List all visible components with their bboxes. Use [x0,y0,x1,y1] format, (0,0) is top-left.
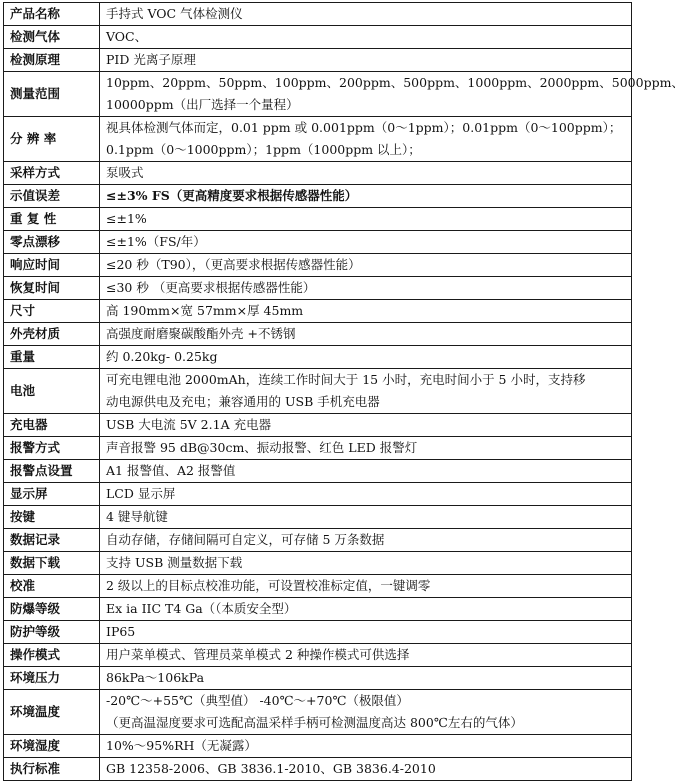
value-line: ≤±3% FS（更高精度要求根据传感器性能） [106,188,358,203]
table-row [4,552,632,575]
row-label: 报警点设置 [4,460,100,483]
value-line: 10%～95%RH（无凝露） [106,738,257,753]
value-line: 可充电锂电池 2000mAh，连续工作时间大于 15 小时，充电时间小于 5 小时，支持移 [106,372,586,387]
row-value [100,644,632,667]
row-value [100,369,632,414]
value-line: IP65 [106,624,136,639]
value-line: 0.1ppm（0～1000ppm）；1ppm（1000ppm 以上）； [106,142,421,157]
row-label: 检测气体 [4,26,100,49]
row-label: 示值误差 [4,185,100,208]
row-value [100,26,632,49]
value-line: A1 报警值、A2 报警值 [106,463,236,478]
value-line: Ex ia IIC T4 Ga（（本质安全型） [106,601,297,616]
table-row [4,369,632,414]
table-row [4,644,632,667]
value-line: 自动存储，存储间隔可自定义，可存储 5 万条数据 [106,532,385,547]
row-value [100,437,632,460]
table-row [4,667,632,690]
table-row [4,49,632,72]
row-label: 外壳材质 [4,323,100,346]
row-value [100,575,632,598]
table-row [4,414,632,437]
row-label: 执行标准 [4,758,100,781]
row-label: 充电器 [4,414,100,437]
row-label: 重量 [4,346,100,369]
value-line: ≤30 秒 （更高要求根据传感器性能） [106,280,316,295]
row-value [100,208,632,231]
row-value [100,690,632,735]
value-line: 高强度耐磨聚碳酸酯外壳 +不锈钢 [106,326,296,341]
row-label: 电池 [4,369,100,414]
table-row [4,483,632,506]
row-value [100,483,632,506]
row-label: 环境温度 [4,690,100,735]
value-line: PID 光离子原理 [106,52,196,67]
spec-table-body [4,3,684,781]
table-row [4,231,632,254]
row-label: 分 辨 率 [4,117,100,162]
row-label: 校准 [4,575,100,598]
row-value [100,277,632,300]
row-value [100,72,684,117]
row-value [100,735,632,758]
value-line: 4 键导航键 [106,509,168,524]
row-label: 测量范围 [4,72,100,117]
row-value [100,3,632,26]
row-value [100,300,632,323]
row-label: 防护等级 [4,621,100,644]
row-value [100,758,632,781]
row-value [100,231,632,254]
value-line: 手持式 VOC 气体检测仪 [106,6,243,21]
row-label: 检测原理 [4,49,100,72]
value-line: ≤±1% [106,211,147,226]
table-row [4,72,632,117]
table-row [4,690,632,735]
row-label: 响应时间 [4,254,100,277]
table-row [4,3,632,26]
value-line: 高 190mm×宽 57mm×厚 45mm [106,303,304,318]
row-label: 零点漂移 [4,231,100,254]
value-line: 用户菜单模式、管理员菜单模式 2 种操作模式可供选择 [106,647,410,662]
row-label: 恢复时间 [4,277,100,300]
value-line: GB 12358-2006、GB 3836.1-2010、GB 3836.4-2010 [106,761,436,776]
table-row [4,460,632,483]
value-line: 约 0.20kg- 0.25kg [106,349,218,364]
value-line: 声音报警 95 dB@30cm、振动报警、红色 LED 报警灯 [106,440,418,455]
table-row [4,621,632,644]
row-value [100,323,632,346]
table-row [4,758,632,781]
table-row [4,323,632,346]
value-line: ≤±1%（FS/年） [106,234,206,249]
value-line: -20℃～+55℃（典型值） -40℃～+70℃（极限值） [106,693,409,708]
spec-table [3,2,684,781]
value-line: 86kPa～106kPa [106,670,205,685]
row-value [100,621,632,644]
row-value [100,506,632,529]
row-label: 产品名称 [4,3,100,26]
value-line: 10000ppm（出厂选择一个量程） [106,97,299,112]
row-value [100,346,632,369]
value-line: LCD 显示屏 [106,486,176,501]
row-label: 数据下载 [4,552,100,575]
value-line: USB 大电流 5V 2.1A 充电器 [106,417,272,432]
table-row [4,598,632,621]
table-row [4,346,632,369]
table-row [4,254,632,277]
row-label: 防爆等级 [4,598,100,621]
row-label: 显示屏 [4,483,100,506]
value-line: （更高温湿度要求可选配高温采样手柄可检测温度高达 800℃左右的气体） [106,715,523,730]
row-label: 环境湿度 [4,735,100,758]
table-row [4,575,632,598]
row-label: 报警方式 [4,437,100,460]
row-value [100,117,632,162]
row-value [100,185,632,208]
table-row [4,437,632,460]
row-label: 环境压力 [4,667,100,690]
table-row [4,208,632,231]
value-line: ≤20 秒（T90），（更高要求根据传感器性能） [106,257,361,272]
value-line: 动电源供电及充电；兼容通用的 USB 手机充电器 [106,394,380,409]
row-value [100,598,632,621]
table-row [4,506,632,529]
row-value [100,460,632,483]
row-label: 按键 [4,506,100,529]
row-value [100,162,632,185]
value-line: 泵吸式 [106,165,144,180]
row-label: 操作模式 [4,644,100,667]
row-value [100,529,632,552]
table-row [4,529,632,552]
table-row [4,117,632,162]
row-label: 采样方式 [4,162,100,185]
row-label: 尺寸 [4,300,100,323]
value-line: 10ppm、20ppm、50ppm、100ppm、200ppm、500ppm、1000ppm、2000ppm、5000ppm、 [106,75,684,90]
table-row [4,26,632,49]
value-line: VOC、 [106,29,148,44]
table-row [4,735,632,758]
value-line: 2 级以上的目标点校准功能，可设置校准标定值，一键调零 [106,578,431,593]
row-value [100,254,632,277]
row-value [100,414,632,437]
row-label: 数据记录 [4,529,100,552]
table-row [4,277,632,300]
row-value [100,552,632,575]
row-value [100,49,632,72]
table-row [4,185,632,208]
value-line: 支持 USB 测量数据下载 [106,555,243,570]
table-row [4,162,632,185]
table-row [4,300,632,323]
row-value [100,667,632,690]
row-label: 重 复 性 [4,208,100,231]
value-line: 视具体检测气体而定，0.01 ppm 或 0.001ppm（0～1ppm）；0.01ppm（0～100ppm）； [106,120,622,135]
